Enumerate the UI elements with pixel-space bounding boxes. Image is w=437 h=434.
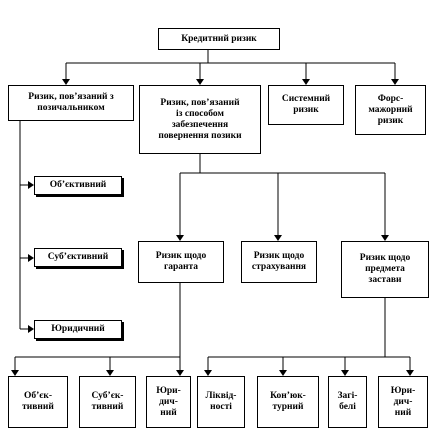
subjective-risk-box: Суб’єктивний	[34, 248, 122, 267]
liquidity-risk-box: Ліквід- ності	[197, 376, 245, 428]
loss-risk-box: Загі- белі	[328, 376, 367, 428]
legal-risk-box: Юридичний	[34, 320, 122, 339]
guarantor-risk-box: Ризик щодо гаранта	[138, 241, 224, 283]
guarantor-objective-box: Об’єк- тивний	[8, 376, 68, 428]
collateral-legal-box: Юри- дич- ний	[378, 376, 428, 428]
guarantor-subjective-box: Суб’єк- тивний	[79, 376, 136, 428]
objective-risk-box: Об’єктивний	[34, 176, 122, 195]
borrower-risk-box: Ризик, пов’язаний з позичальником	[8, 85, 134, 121]
market-conditions-risk-box: Кон’юк- турний	[257, 376, 319, 428]
systemic-risk-box: Системний ризик	[268, 85, 344, 125]
insurance-risk-box: Ризик щодо страхування	[241, 241, 317, 283]
security-method-risk-box: Ризик, пов’язаний із способом забезпечення повернення позики	[139, 85, 261, 154]
collateral-risk-box: Ризик щодо предмета застави	[341, 241, 429, 298]
guarantor-legal-box: Юри- дич- ний	[146, 376, 191, 428]
credit-risk-box: Кредитний ризик	[158, 28, 280, 50]
force-majeure-risk-box: Форс- мажорний ризик	[355, 85, 426, 135]
